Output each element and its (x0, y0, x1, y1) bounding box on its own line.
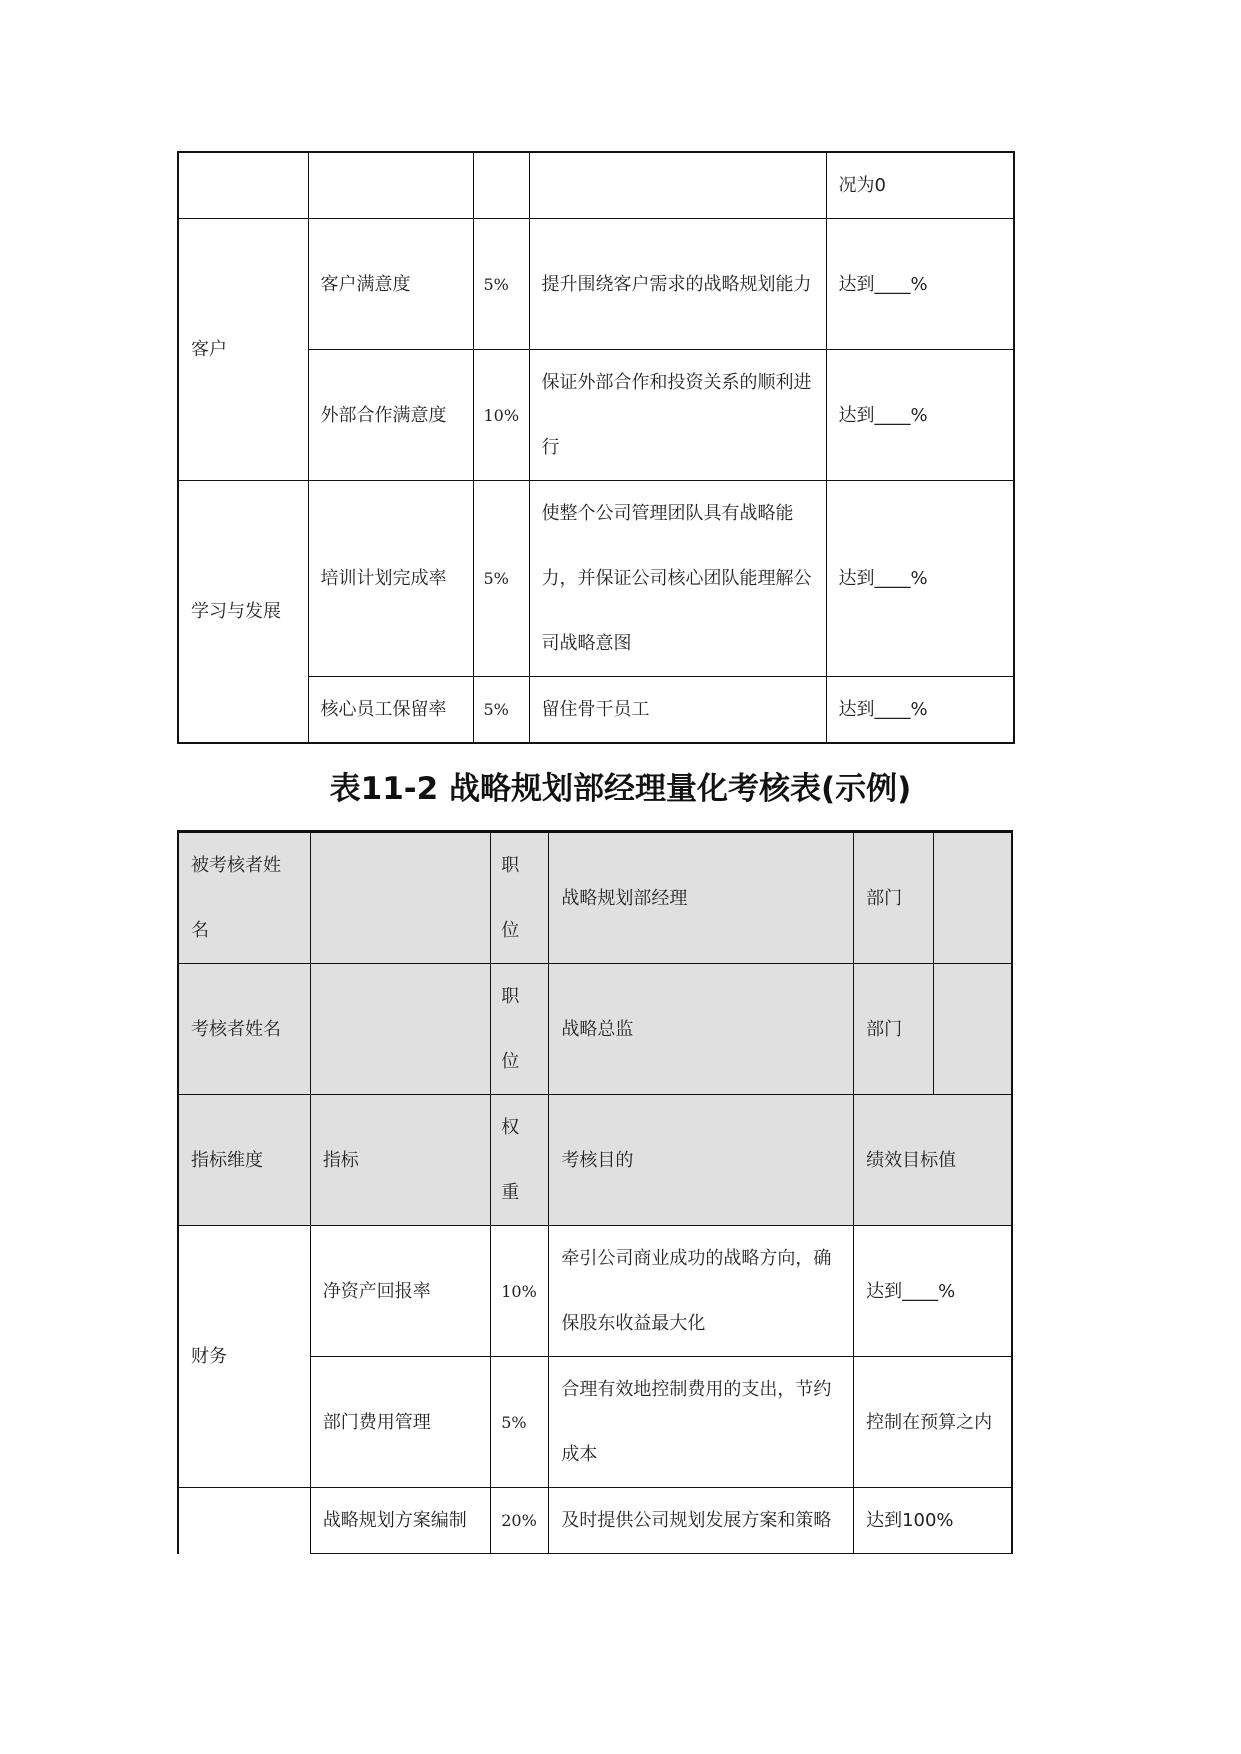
purpose-cell: 提升围绕客户需求的战略规划能力 (529, 219, 826, 350)
header-weight-cell (491, 1095, 549, 1226)
table-row (178, 1226, 1012, 1357)
weight-cell (473, 152, 529, 219)
table-row (178, 152, 1014, 219)
indicator-cell: 外部合作满意度 (308, 350, 473, 481)
header-purpose: 考核目的 (549, 1095, 854, 1226)
position-label: 职位 (501, 855, 520, 941)
dimension-cell (178, 1488, 310, 1554)
position-label-cell (491, 964, 549, 1095)
table-row (178, 1488, 1012, 1554)
target-cell: 达到____% (854, 1226, 1012, 1357)
label-cell: 考核者姓名 (178, 964, 310, 1095)
purpose-cell: 使整个公司管理团队具有战略能力，并保证公司核心团队能理解公司战略意图 (529, 481, 826, 677)
table-continued (177, 151, 1015, 744)
weight-cell: 10% (491, 1226, 549, 1357)
table-row (178, 219, 1014, 350)
department-label-cell: 部门 (854, 832, 934, 964)
purpose-cell: 留住骨干员工 (529, 677, 826, 744)
dimension-cell: 财务 (178, 1226, 310, 1488)
target-cell: 达到____% (826, 481, 1014, 677)
weight-cell: 5% (473, 677, 529, 744)
indicator-cell (308, 152, 473, 219)
target-cell: 达到____% (826, 677, 1014, 744)
label-cell: 被考核者姓名 (178, 832, 310, 964)
header-target: 绩效目标值 (854, 1095, 1012, 1226)
name-value-cell (310, 832, 490, 964)
department-value-cell (934, 964, 1012, 1095)
target-cell: 达到100% (854, 1488, 1012, 1554)
weight-cell: 10% (473, 350, 529, 481)
indicator-cell: 净资产回报率 (310, 1226, 490, 1357)
weight-cell: 5% (473, 219, 529, 350)
department-label-cell: 部门 (854, 964, 934, 1095)
target-cell: 控制在预算之内 (854, 1357, 1012, 1488)
header-dimension: 指标维度 (178, 1095, 310, 1226)
dimension-cell: 学习与发展 (178, 481, 308, 744)
table-header-row (178, 1095, 1012, 1226)
assessment-table (177, 830, 1013, 1554)
table-title: 表11-2 战略规划部经理量化考核表(示例) (329, 771, 912, 807)
weight-cell: 5% (491, 1357, 549, 1488)
purpose-cell: 合理有效地控制费用的支出，节约成本 (549, 1357, 854, 1488)
indicator-cell: 战略规划方案编制 (310, 1488, 490, 1554)
dimension-cell: 客户 (178, 219, 308, 481)
table-row (178, 964, 1012, 1095)
target-cell: 达到____% (826, 350, 1014, 481)
name-value-cell (310, 964, 490, 1095)
purpose-cell (529, 152, 826, 219)
purpose-cell: 及时提供公司规划发展方案和策略 (549, 1488, 854, 1554)
indicator-cell: 培训计划完成率 (308, 481, 473, 677)
weight-cell: 20% (491, 1488, 549, 1554)
indicator-cell: 部门费用管理 (310, 1357, 490, 1488)
position-value-cell: 战略总监 (549, 964, 854, 1095)
position-label: 职位 (501, 986, 520, 1072)
target-cell: 况为0 (826, 152, 1014, 219)
table-row (178, 481, 1014, 677)
header-indicator: 指标 (310, 1095, 490, 1226)
header-weight: 权重 (501, 1117, 520, 1203)
indicator-cell: 客户满意度 (308, 219, 473, 350)
indicator-cell: 核心员工保留率 (308, 677, 473, 744)
target-cell: 达到____% (826, 219, 1014, 350)
position-value-cell: 战略规划部经理 (549, 832, 854, 964)
dimension-cell (178, 152, 308, 219)
purpose-cell: 保证外部合作和投资关系的顺利进行 (529, 350, 826, 481)
purpose-cell: 牵引公司商业成功的战略方向，确保股东收益最大化 (549, 1226, 854, 1357)
department-value-cell (934, 832, 1012, 964)
weight-cell: 5% (473, 481, 529, 677)
table-row (178, 832, 1012, 964)
position-label-cell (491, 832, 549, 964)
